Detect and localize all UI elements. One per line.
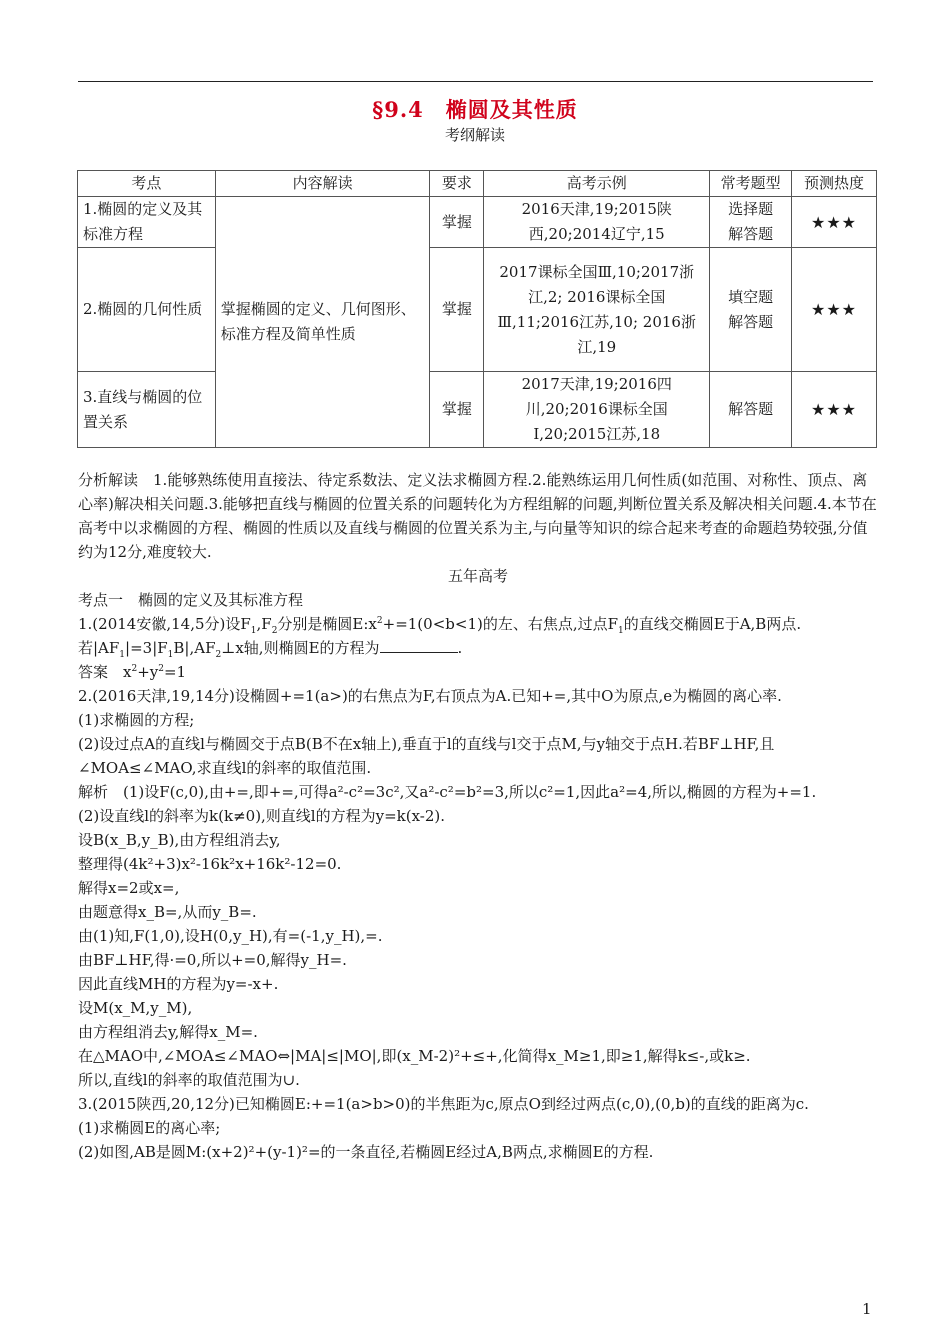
solution-line: 解得x=2或x=, — [78, 879, 180, 897]
solution-line: 由方程组消去y,解得x_M=. — [78, 1023, 258, 1041]
solution-line: 设M(x_M,y_M), — [78, 999, 193, 1017]
column-header: 考点 — [78, 171, 216, 197]
column-header: 常考题型 — [710, 171, 792, 197]
question-3-part1: (1)求椭圆E的离心率; — [78, 1119, 221, 1137]
body-text — [78, 468, 878, 1164]
cell-point: 1.椭圆的定义及其标准方程 — [78, 197, 216, 248]
solution-line: 由BF⊥HF,得·=0,所以+=0,解得y_H=. — [78, 951, 347, 969]
column-header: 内容解读 — [215, 171, 430, 197]
cell-examples: 2017天津,19;2016四川,20;2016课标全国Ⅰ,20;2015江苏,18 — [484, 372, 710, 448]
cell-heat: ★★★ — [792, 372, 877, 448]
cell-examples: 2016天津,19;2015陕西,20;2014辽宁,15 — [484, 197, 710, 248]
table-row — [78, 372, 877, 448]
answer-blank — [380, 638, 458, 653]
solution-line: (2)设过点A的直线l与椭圆交于点B(B不在x轴上),垂直于l的直线与l交于点M,与y轴交于点H.若BF⊥HF,且∠MOA≤∠MAO,求直线l的斜率的取值范围. — [78, 735, 775, 777]
cell-content: 掌握椭圆的定义、几何图形、标准方程及简单性质 — [215, 197, 430, 448]
question-1-answer: 答案 $x^2+y^2=1$ — [78, 663, 187, 681]
solution-line: 设B(x_B,y_B),由方程组消去y, — [78, 831, 281, 849]
cell-requirement: 掌握 — [430, 197, 484, 248]
solution-line: 由(1)知,F(1,0),设H(0,y_H),有=(-1,y_H),=. — [78, 927, 383, 945]
cell-point: 2.椭圆的几何性质 — [78, 248, 216, 372]
analysis-paragraph: 分析解读 1.能够熟练使用直接法、待定系数法、定义法求椭圆方程.2.能熟练运用几何性质(如范围、对称性、顶点、离心率)解决相关问题.3.能够把直线与椭圆的位置关系的问题转化为方程组解的问题,判断位置关系及解决相关问题.4.本节在高考中以求椭圆的方程、椭圆的性质以及直线与椭圆的位置关系为主,与向量等知识的综合起来考查的命题趋势较强,分值约为12分,难度较大. — [78, 471, 877, 561]
question-3-part2: (2)如图,AB是圆M:(x+2)²+(y-1)²=的一条直径,若椭圆E经过A,B两点,求椭圆E的方程. — [78, 1143, 654, 1161]
cell-requirement: 掌握 — [430, 372, 484, 448]
solution-line: (2)设直线l的斜率为k(k≠0),则直线l的方程为y=k(x-2). — [78, 807, 446, 825]
page-subtitle: 考纲解读 — [444, 126, 505, 144]
page-title: §9.4 椭圆及其性质 — [372, 97, 578, 122]
column-header: 预测热度 — [792, 171, 877, 197]
cell-heat: ★★★ — [792, 197, 877, 248]
cell-heat: ★★★ — [792, 248, 877, 372]
cell-requirement: 掌握 — [430, 248, 484, 372]
solution-line: (1)求椭圆的方程; — [78, 711, 195, 729]
cell-types: 填空题 解答题 — [710, 248, 792, 372]
table-row — [78, 197, 877, 248]
column-header: 要求 — [430, 171, 484, 197]
solution-line: 在△MAO中,∠MOA≤∠MAO⇔|MA|≤|MO|,即(x_M-2)²+≤+,化简得x_M≥1,即≥1,解得k≤-,或k≥. — [78, 1047, 751, 1065]
cell-types: 选择题 解答题 — [710, 197, 792, 248]
solution-line: 因此直线MH的方程为y=-x+. — [78, 975, 279, 993]
syllabus-table — [77, 170, 877, 448]
table-row — [78, 248, 877, 372]
column-header: 高考示例 — [484, 171, 710, 197]
topic-title: 考点一 椭圆的定义及其标准方程 — [78, 591, 304, 609]
cell-point: 3.直线与椭圆的位置关系 — [78, 372, 216, 448]
question-1-stem: 1.(2014安徽,14,5分)设$F_1,F_2$分别是椭圆$E:x^2+=1(0<b<1)$的左、右焦点,过点$F_1$的直线交椭圆E于A,B两点. — [78, 615, 802, 636]
cell-examples: 2017课标全国Ⅲ,10;2017浙江,2; 2016课标全国Ⅲ,11;2016江苏,10; 2016浙江,19 — [484, 248, 710, 372]
solution-line: 所以,直线l的斜率的取值范围为∪. — [78, 1071, 300, 1089]
solution-line: 解析 (1)设F(c,0),由+=,即+=,可得a²-c²=3c²,又a²-c²=b²=3,所以c²=1,因此a²=4,所以,椭圆的方程为+=1. — [78, 783, 817, 801]
section-title: 五年高考 — [447, 567, 508, 585]
page-number: 1 — [862, 1300, 872, 1318]
solution-line: 2.(2016天津,19,14分)设椭圆+=1(a>)的右焦点为F,右顶点为A.已知+=,其中O为原点,e为椭圆的离心率. — [78, 687, 782, 705]
solution-line: 整理得(4k²+3)x²-16k²x+16k²-12=0. — [78, 855, 342, 873]
question-3-stem: 3.(2015陕西,20,12分)已知椭圆E:+=1(a>b>0)的半焦距为c,原点O到经过两点(c,0),(0,b)的直线的距离为c. — [78, 1095, 809, 1113]
header-rule — [78, 81, 873, 82]
cell-types: 解答题 — [710, 372, 792, 448]
question-1-line2: 若$|AF_1|=3|F_1B|,AF_2\perp x$轴,则椭圆E的方程为 . — [78, 639, 463, 660]
table-header-row — [78, 171, 877, 197]
solution-line: 由题意得x_B=,从而y_B=. — [78, 903, 257, 921]
